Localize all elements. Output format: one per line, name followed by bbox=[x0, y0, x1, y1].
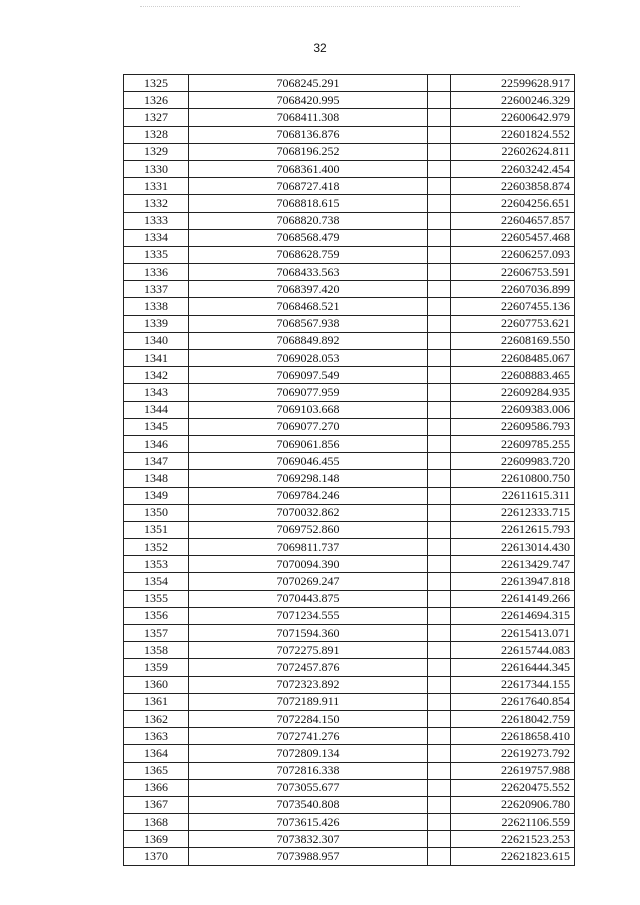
column-gap-cell bbox=[428, 590, 451, 607]
point-number-cell: 1343 bbox=[124, 384, 189, 401]
point-number-cell: 1335 bbox=[124, 246, 189, 263]
x-coordinate-cell: 7068397.420 bbox=[189, 281, 428, 298]
column-gap-cell bbox=[428, 642, 451, 659]
y-coordinate-cell: 22618658.410 bbox=[451, 728, 575, 745]
column-gap-cell bbox=[428, 487, 451, 504]
y-coordinate-cell: 22621523.253 bbox=[451, 831, 575, 848]
x-coordinate-cell: 7070094.390 bbox=[189, 556, 428, 573]
table-row bbox=[124, 814, 575, 831]
column-gap-cell bbox=[428, 143, 451, 160]
table-row bbox=[124, 195, 575, 212]
y-coordinate-cell: 22614149.266 bbox=[451, 590, 575, 607]
y-coordinate-cell: 22621823.615 bbox=[451, 848, 575, 865]
point-number-cell: 1344 bbox=[124, 401, 189, 418]
table-row bbox=[124, 178, 575, 195]
column-gap-cell bbox=[428, 504, 451, 521]
point-number-cell: 1363 bbox=[124, 728, 189, 745]
column-gap-cell bbox=[428, 848, 451, 865]
coordinates-table-body bbox=[124, 75, 575, 866]
y-coordinate-cell: 22606753.591 bbox=[451, 264, 575, 281]
point-number-cell: 1332 bbox=[124, 195, 189, 212]
column-gap-cell bbox=[428, 435, 451, 452]
x-coordinate-cell: 7068468.521 bbox=[189, 298, 428, 315]
column-gap-cell bbox=[428, 573, 451, 590]
point-number-cell: 1337 bbox=[124, 281, 189, 298]
table-row bbox=[124, 796, 575, 813]
x-coordinate-cell: 7068818.615 bbox=[189, 195, 428, 212]
x-coordinate-cell: 7069811.737 bbox=[189, 539, 428, 556]
x-coordinate-cell: 7069046.455 bbox=[189, 453, 428, 470]
table-row bbox=[124, 487, 575, 504]
column-gap-cell bbox=[428, 195, 451, 212]
table-row bbox=[124, 625, 575, 642]
x-coordinate-cell: 7070443.875 bbox=[189, 590, 428, 607]
table-row bbox=[124, 642, 575, 659]
y-coordinate-cell: 22607455.136 bbox=[451, 298, 575, 315]
point-number-cell: 1330 bbox=[124, 160, 189, 177]
column-gap-cell bbox=[428, 264, 451, 281]
y-coordinate-cell: 22600642.979 bbox=[451, 109, 575, 126]
point-number-cell: 1326 bbox=[124, 92, 189, 109]
x-coordinate-cell: 7072457.876 bbox=[189, 659, 428, 676]
column-gap-cell bbox=[428, 779, 451, 796]
x-coordinate-cell: 7070269.247 bbox=[189, 573, 428, 590]
x-coordinate-cell: 7068411.308 bbox=[189, 109, 428, 126]
point-number-cell: 1370 bbox=[124, 848, 189, 865]
table-row bbox=[124, 350, 575, 367]
point-number-cell: 1341 bbox=[124, 350, 189, 367]
table-row bbox=[124, 367, 575, 384]
point-number-cell: 1359 bbox=[124, 659, 189, 676]
column-gap-cell bbox=[428, 762, 451, 779]
table-row bbox=[124, 539, 575, 556]
point-number-cell: 1362 bbox=[124, 710, 189, 727]
point-number-cell: 1357 bbox=[124, 625, 189, 642]
table-row bbox=[124, 332, 575, 349]
table-row bbox=[124, 470, 575, 487]
y-coordinate-cell: 22620906.780 bbox=[451, 796, 575, 813]
column-gap-cell bbox=[428, 418, 451, 435]
column-gap-cell bbox=[428, 126, 451, 143]
point-number-cell: 1351 bbox=[124, 521, 189, 538]
table-row bbox=[124, 453, 575, 470]
x-coordinate-cell: 7071234.555 bbox=[189, 607, 428, 624]
column-gap-cell bbox=[428, 298, 451, 315]
y-coordinate-cell: 22611615.311 bbox=[451, 487, 575, 504]
point-number-cell: 1333 bbox=[124, 212, 189, 229]
point-number-cell: 1358 bbox=[124, 642, 189, 659]
point-number-cell: 1348 bbox=[124, 470, 189, 487]
column-gap-cell bbox=[428, 246, 451, 263]
x-coordinate-cell: 7071594.360 bbox=[189, 625, 428, 642]
column-gap-cell bbox=[428, 178, 451, 195]
y-coordinate-cell: 22617640.854 bbox=[451, 693, 575, 710]
x-coordinate-cell: 7069028.053 bbox=[189, 350, 428, 367]
point-number-cell: 1346 bbox=[124, 435, 189, 452]
x-coordinate-cell: 7069752.860 bbox=[189, 521, 428, 538]
y-coordinate-cell: 22618042.759 bbox=[451, 710, 575, 727]
y-coordinate-cell: 22601824.552 bbox=[451, 126, 575, 143]
x-coordinate-cell: 7068628.759 bbox=[189, 246, 428, 263]
table-row bbox=[124, 848, 575, 865]
point-number-cell: 1349 bbox=[124, 487, 189, 504]
page-number: 32 bbox=[313, 41, 327, 55]
table-row bbox=[124, 762, 575, 779]
x-coordinate-cell: 7073055.677 bbox=[189, 779, 428, 796]
column-gap-cell bbox=[428, 831, 451, 848]
y-coordinate-cell: 22613429.747 bbox=[451, 556, 575, 573]
y-coordinate-cell: 22621106.559 bbox=[451, 814, 575, 831]
y-coordinate-cell: 22609586.793 bbox=[451, 418, 575, 435]
y-coordinate-cell: 22609284.935 bbox=[451, 384, 575, 401]
table-row bbox=[124, 92, 575, 109]
point-number-cell: 1340 bbox=[124, 332, 189, 349]
table-row bbox=[124, 745, 575, 762]
table-row bbox=[124, 401, 575, 418]
column-gap-cell bbox=[428, 281, 451, 298]
column-gap-cell bbox=[428, 384, 451, 401]
y-coordinate-cell: 22608169.550 bbox=[451, 332, 575, 349]
column-gap-cell bbox=[428, 367, 451, 384]
y-coordinate-cell: 22608485.067 bbox=[451, 350, 575, 367]
column-gap-cell bbox=[428, 539, 451, 556]
table-row bbox=[124, 573, 575, 590]
point-number-cell: 1356 bbox=[124, 607, 189, 624]
table-row bbox=[124, 521, 575, 538]
coordinates-table bbox=[123, 74, 575, 866]
x-coordinate-cell: 7068136.876 bbox=[189, 126, 428, 143]
table-row bbox=[124, 384, 575, 401]
point-number-cell: 1347 bbox=[124, 453, 189, 470]
column-gap-cell bbox=[428, 92, 451, 109]
column-gap-cell bbox=[428, 75, 451, 92]
column-gap-cell bbox=[428, 659, 451, 676]
y-coordinate-cell: 22620475.552 bbox=[451, 779, 575, 796]
column-gap-cell bbox=[428, 521, 451, 538]
table-row bbox=[124, 659, 575, 676]
point-number-cell: 1336 bbox=[124, 264, 189, 281]
column-gap-cell bbox=[428, 350, 451, 367]
y-coordinate-cell: 22619273.792 bbox=[451, 745, 575, 762]
table-row bbox=[124, 504, 575, 521]
table-row bbox=[124, 109, 575, 126]
x-coordinate-cell: 7073988.957 bbox=[189, 848, 428, 865]
y-coordinate-cell: 22609983.720 bbox=[451, 453, 575, 470]
x-coordinate-cell: 7069077.270 bbox=[189, 418, 428, 435]
x-coordinate-cell: 7070032.862 bbox=[189, 504, 428, 521]
x-coordinate-cell: 7068820.738 bbox=[189, 212, 428, 229]
table-row bbox=[124, 418, 575, 435]
table-row bbox=[124, 229, 575, 246]
x-coordinate-cell: 7068361.400 bbox=[189, 160, 428, 177]
table-row bbox=[124, 710, 575, 727]
table-row bbox=[124, 212, 575, 229]
y-coordinate-cell: 22599628.917 bbox=[451, 75, 575, 92]
table-row bbox=[124, 435, 575, 452]
y-coordinate-cell: 22614694.315 bbox=[451, 607, 575, 624]
column-gap-cell bbox=[428, 332, 451, 349]
y-coordinate-cell: 22609383.006 bbox=[451, 401, 575, 418]
point-number-cell: 1329 bbox=[124, 143, 189, 160]
table-row bbox=[124, 556, 575, 573]
column-gap-cell bbox=[428, 212, 451, 229]
point-number-cell: 1350 bbox=[124, 504, 189, 521]
y-coordinate-cell: 22616444.345 bbox=[451, 659, 575, 676]
column-gap-cell bbox=[428, 160, 451, 177]
x-coordinate-cell: 7069097.549 bbox=[189, 367, 428, 384]
column-gap-cell bbox=[428, 625, 451, 642]
column-gap-cell bbox=[428, 676, 451, 693]
column-gap-cell bbox=[428, 470, 451, 487]
y-coordinate-cell: 22607753.621 bbox=[451, 315, 575, 332]
point-number-cell: 1331 bbox=[124, 178, 189, 195]
point-number-cell: 1360 bbox=[124, 676, 189, 693]
table-row bbox=[124, 281, 575, 298]
point-number-cell: 1342 bbox=[124, 367, 189, 384]
table-row bbox=[124, 160, 575, 177]
x-coordinate-cell: 7072275.891 bbox=[189, 642, 428, 659]
y-coordinate-cell: 22606257.093 bbox=[451, 246, 575, 263]
column-gap-cell bbox=[428, 453, 451, 470]
point-number-cell: 1355 bbox=[124, 590, 189, 607]
y-coordinate-cell: 22609785.255 bbox=[451, 435, 575, 452]
point-number-cell: 1361 bbox=[124, 693, 189, 710]
x-coordinate-cell: 7068568.479 bbox=[189, 229, 428, 246]
column-gap-cell bbox=[428, 814, 451, 831]
point-number-cell: 1369 bbox=[124, 831, 189, 848]
x-coordinate-cell: 7072741.276 bbox=[189, 728, 428, 745]
point-number-cell: 1365 bbox=[124, 762, 189, 779]
x-coordinate-cell: 7068849.892 bbox=[189, 332, 428, 349]
y-coordinate-cell: 22615744.083 bbox=[451, 642, 575, 659]
point-number-cell: 1368 bbox=[124, 814, 189, 831]
y-coordinate-cell: 22603242.454 bbox=[451, 160, 575, 177]
y-coordinate-cell: 22608883.465 bbox=[451, 367, 575, 384]
column-gap-cell bbox=[428, 315, 451, 332]
point-number-cell: 1325 bbox=[124, 75, 189, 92]
y-coordinate-cell: 22607036.899 bbox=[451, 281, 575, 298]
y-coordinate-cell: 22603858.874 bbox=[451, 178, 575, 195]
point-number-cell: 1353 bbox=[124, 556, 189, 573]
y-coordinate-cell: 22602624.811 bbox=[451, 143, 575, 160]
table-row bbox=[124, 75, 575, 92]
x-coordinate-cell: 7072189.911 bbox=[189, 693, 428, 710]
table-row bbox=[124, 298, 575, 315]
point-number-cell: 1352 bbox=[124, 539, 189, 556]
table-row bbox=[124, 779, 575, 796]
x-coordinate-cell: 7072323.892 bbox=[189, 676, 428, 693]
column-gap-cell bbox=[428, 401, 451, 418]
point-number-cell: 1334 bbox=[124, 229, 189, 246]
column-gap-cell bbox=[428, 556, 451, 573]
y-coordinate-cell: 22600246.329 bbox=[451, 92, 575, 109]
point-number-cell: 1367 bbox=[124, 796, 189, 813]
x-coordinate-cell: 7069077.959 bbox=[189, 384, 428, 401]
y-coordinate-cell: 22619757.988 bbox=[451, 762, 575, 779]
x-coordinate-cell: 7069061.856 bbox=[189, 435, 428, 452]
y-coordinate-cell: 22613014.430 bbox=[451, 539, 575, 556]
column-gap-cell bbox=[428, 745, 451, 762]
x-coordinate-cell: 7069103.668 bbox=[189, 401, 428, 418]
column-gap-cell bbox=[428, 693, 451, 710]
y-coordinate-cell: 22604256.651 bbox=[451, 195, 575, 212]
y-coordinate-cell: 22613947.818 bbox=[451, 573, 575, 590]
x-coordinate-cell: 7068245.291 bbox=[189, 75, 428, 92]
x-coordinate-cell: 7068727.418 bbox=[189, 178, 428, 195]
x-coordinate-cell: 7072816.338 bbox=[189, 762, 428, 779]
y-coordinate-cell: 22612615.793 bbox=[451, 521, 575, 538]
column-gap-cell bbox=[428, 728, 451, 745]
column-gap-cell bbox=[428, 796, 451, 813]
point-number-cell: 1364 bbox=[124, 745, 189, 762]
y-coordinate-cell: 22612333.715 bbox=[451, 504, 575, 521]
scan-artifact-line bbox=[140, 6, 520, 8]
x-coordinate-cell: 7073615.426 bbox=[189, 814, 428, 831]
column-gap-cell bbox=[428, 710, 451, 727]
table-row bbox=[124, 693, 575, 710]
x-coordinate-cell: 7068420.995 bbox=[189, 92, 428, 109]
y-coordinate-cell: 22605457.468 bbox=[451, 229, 575, 246]
column-gap-cell bbox=[428, 607, 451, 624]
y-coordinate-cell: 22604657.857 bbox=[451, 212, 575, 229]
x-coordinate-cell: 7068567.938 bbox=[189, 315, 428, 332]
point-number-cell: 1327 bbox=[124, 109, 189, 126]
x-coordinate-cell: 7068433.563 bbox=[189, 264, 428, 281]
x-coordinate-cell: 7073832.307 bbox=[189, 831, 428, 848]
table-row bbox=[124, 831, 575, 848]
table-row bbox=[124, 728, 575, 745]
table-row bbox=[124, 246, 575, 263]
y-coordinate-cell: 22610800.750 bbox=[451, 470, 575, 487]
point-number-cell: 1339 bbox=[124, 315, 189, 332]
x-coordinate-cell: 7072284.150 bbox=[189, 710, 428, 727]
x-coordinate-cell: 7069298.148 bbox=[189, 470, 428, 487]
table-row bbox=[124, 143, 575, 160]
point-number-cell: 1366 bbox=[124, 779, 189, 796]
x-coordinate-cell: 7069784.246 bbox=[189, 487, 428, 504]
x-coordinate-cell: 7072809.134 bbox=[189, 745, 428, 762]
table-row bbox=[124, 126, 575, 143]
y-coordinate-cell: 22617344.155 bbox=[451, 676, 575, 693]
column-gap-cell bbox=[428, 229, 451, 246]
column-gap-cell bbox=[428, 109, 451, 126]
point-number-cell: 1328 bbox=[124, 126, 189, 143]
table-row bbox=[124, 676, 575, 693]
y-coordinate-cell: 22615413.071 bbox=[451, 625, 575, 642]
table-row bbox=[124, 264, 575, 281]
x-coordinate-cell: 7068196.252 bbox=[189, 143, 428, 160]
point-number-cell: 1354 bbox=[124, 573, 189, 590]
point-number-cell: 1338 bbox=[124, 298, 189, 315]
point-number-cell: 1345 bbox=[124, 418, 189, 435]
table-row bbox=[124, 315, 575, 332]
table-row bbox=[124, 607, 575, 624]
table-row bbox=[124, 590, 575, 607]
x-coordinate-cell: 7073540.808 bbox=[189, 796, 428, 813]
